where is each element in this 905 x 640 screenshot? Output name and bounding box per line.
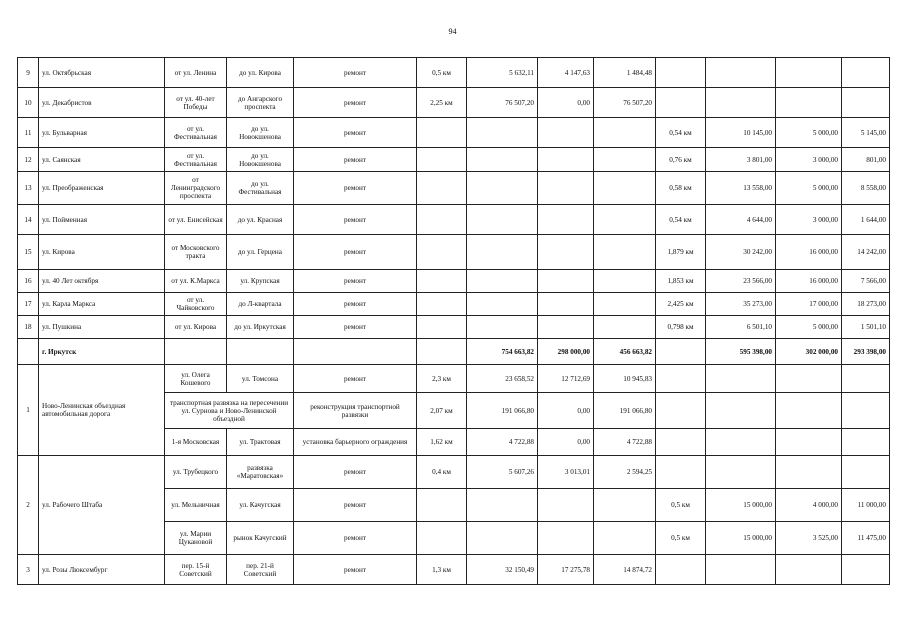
funds-a-period-2 [776, 555, 842, 585]
funds-a-period-1 [538, 293, 594, 316]
total-period-1: 5 607,26 [467, 456, 538, 489]
funds-a-period-2: 5 000,00 [776, 118, 842, 148]
work-type: ремонт [294, 456, 417, 489]
empty-cell [227, 339, 294, 365]
funds-a-period-1: 4 147,63 [538, 58, 594, 88]
table-row [18, 270, 890, 293]
funds-b-period-2: 5 145,00 [842, 118, 890, 148]
segment-to: до ул. Новокшенова [227, 148, 294, 172]
funds-a-period-1 [538, 316, 594, 339]
segment-from: от ул. Ленина [165, 58, 227, 88]
empty-cell [776, 429, 842, 456]
segment-to: до ул. Новокшенова [227, 118, 294, 148]
funds-b-period-2: 7 566,00 [842, 270, 890, 293]
funds-b-period-2: 1 501,10 [842, 316, 890, 339]
segment-to: до ул. Кирова [227, 58, 294, 88]
segment-to: развязка «Маратовская» [227, 456, 294, 489]
segment-to: ул. Томсона [227, 365, 294, 393]
length-period-2: 2,425 км [656, 293, 706, 316]
length-period-1 [417, 293, 467, 316]
table-row [18, 88, 890, 118]
row-number [18, 339, 39, 365]
total-period-2: 595 398,00 [706, 339, 776, 365]
empty-cell [165, 339, 227, 365]
total-period-1 [467, 293, 538, 316]
street-name: ул. Карла Маркса [39, 293, 165, 316]
work-type: ремонт [294, 365, 417, 393]
segment-to: до Ангарского проспекта [227, 88, 294, 118]
work-type: реконструкция транспортной развязки [294, 393, 417, 429]
table-row [18, 205, 890, 235]
funds-b-period-2: 18 273,00 [842, 293, 890, 316]
total-period-1 [467, 235, 538, 270]
total-period-1 [467, 489, 538, 522]
funds-b-period-1: 456 663,82 [594, 339, 656, 365]
total-period-2: 10 145,00 [706, 118, 776, 148]
work-type: ремонт [294, 148, 417, 172]
length-period-2: 0,5 км [656, 522, 706, 555]
funds-a-period-1 [538, 172, 594, 205]
funds-b-period-2 [842, 555, 890, 585]
segment-from: от ул. Чайковского [165, 293, 227, 316]
funds-b-period-1 [594, 293, 656, 316]
funds-a-period-1 [538, 522, 594, 555]
funds-b-period-1 [594, 270, 656, 293]
segment-to: ул. Качугская [227, 489, 294, 522]
funds-a-period-1 [538, 205, 594, 235]
funds-b-period-1: 191 066,80 [594, 393, 656, 429]
length-period-1 [417, 205, 467, 235]
table-row [18, 365, 890, 393]
empty-cell [706, 429, 776, 456]
funds-a-period-2: 16 000,00 [776, 235, 842, 270]
funds-b-period-1: 76 507,20 [594, 88, 656, 118]
total-period-1: 5 632,11 [467, 58, 538, 88]
segment-from: от ул. Фестивальная [165, 118, 227, 148]
segment-to: до ул. Фестивальная [227, 172, 294, 205]
funds-b-period-2 [842, 58, 890, 88]
total-period-2 [706, 456, 776, 489]
funds-b-period-1 [594, 522, 656, 555]
row-number: 15 [18, 235, 39, 270]
length-period-2 [656, 555, 706, 585]
empty-cell [656, 393, 706, 429]
length-period-1: 2,25 км [417, 88, 467, 118]
funds-a-period-2 [776, 88, 842, 118]
length-period-2 [656, 88, 706, 118]
funds-a-period-2: 16 000,00 [776, 270, 842, 293]
street-name: ул. Розы Люксембург [39, 555, 165, 585]
work-type: установка барьерного ограждения [294, 429, 417, 456]
funds-a-period-1 [538, 489, 594, 522]
funds-a-period-2: 3 000,00 [776, 205, 842, 235]
segment-to: до Л-квартала [227, 293, 294, 316]
funds-b-period-1 [594, 148, 656, 172]
segment-from: от ул. К.Маркса [165, 270, 227, 293]
total-period-2: 15 000,00 [706, 522, 776, 555]
work-type: ремонт [294, 555, 417, 585]
segment-from: ул. Марии Цукановой [165, 522, 227, 555]
length-period-1 [417, 118, 467, 148]
funds-a-period-1 [538, 148, 594, 172]
street-name: ул. Бульварная [39, 118, 165, 148]
length-period-2 [656, 456, 706, 489]
segment-from: от ул. Кирова [165, 316, 227, 339]
segment-to: до ул. Красная [227, 205, 294, 235]
work-type: ремонт [294, 522, 417, 555]
funds-b-period-2: 11 475,00 [842, 522, 890, 555]
street-name: ул. Пушкина [39, 316, 165, 339]
empty-cell [842, 393, 890, 429]
total-period-1: 4 722,88 [467, 429, 538, 456]
segment-from: от ул. Фестивальная [165, 148, 227, 172]
row-number: 11 [18, 118, 39, 148]
total-period-2 [706, 88, 776, 118]
work-type: ремонт [294, 489, 417, 522]
funds-b-period-1: 1 484,48 [594, 58, 656, 88]
empty-cell [776, 393, 842, 429]
length-period-2: 0,5 км [656, 489, 706, 522]
funds-b-period-1 [594, 316, 656, 339]
work-type: ремонт [294, 293, 417, 316]
empty-cell [656, 339, 706, 365]
segment-from: от Московского тракта [165, 235, 227, 270]
length-period-2: 0,58 км [656, 172, 706, 205]
length-period-1 [417, 489, 467, 522]
funds-a-period-1: 0,00 [538, 393, 594, 429]
segment-description: транспортная развязка на пересечении ул. Сурнова и Ново-Ленинской объездной [165, 393, 294, 429]
total-period-1: 76 507,20 [467, 88, 538, 118]
segment-from: ул. Мельничная [165, 489, 227, 522]
length-period-1 [417, 148, 467, 172]
segment-from: пер. 15-й Советский [165, 555, 227, 585]
empty-cell [294, 339, 417, 365]
funds-a-period-1: 298 000,00 [538, 339, 594, 365]
total-period-1 [467, 205, 538, 235]
funds-b-period-2: 293 398,00 [842, 339, 890, 365]
funds-a-period-1: 3 013,01 [538, 456, 594, 489]
total-period-1 [467, 522, 538, 555]
funds-a-period-1: 0,00 [538, 429, 594, 456]
total-period-2: 3 801,00 [706, 148, 776, 172]
funds-a-period-2: 4 000,00 [776, 489, 842, 522]
table-row [18, 148, 890, 172]
segment-to: ул. Трактовая [227, 429, 294, 456]
work-type: ремонт [294, 88, 417, 118]
funds-a-period-1 [538, 118, 594, 148]
row-number: 9 [18, 58, 39, 88]
work-type: ремонт [294, 118, 417, 148]
segment-to: до ул. Герцена [227, 235, 294, 270]
length-period-1 [417, 235, 467, 270]
funds-a-period-1 [538, 270, 594, 293]
row-number: 12 [18, 148, 39, 172]
funds-a-period-2: 5 000,00 [776, 172, 842, 205]
row-number: 1 [18, 365, 39, 456]
funds-b-period-2 [842, 88, 890, 118]
road-repair-table [17, 57, 890, 585]
empty-cell [656, 365, 706, 393]
funds-b-period-1: 2 594,25 [594, 456, 656, 489]
total-period-2: 6 501,10 [706, 316, 776, 339]
total-period-2 [706, 58, 776, 88]
table-row [18, 293, 890, 316]
segment-to: ул. Крупская [227, 270, 294, 293]
total-period-1: 754 663,82 [467, 339, 538, 365]
funds-b-period-1 [594, 172, 656, 205]
total-period-1: 191 066,80 [467, 393, 538, 429]
length-period-1 [417, 270, 467, 293]
funds-b-period-2: 1 644,00 [842, 205, 890, 235]
length-period-1: 1,3 км [417, 555, 467, 585]
row-number: 2 [18, 456, 39, 555]
empty-cell [706, 393, 776, 429]
length-period-2: 0,54 км [656, 205, 706, 235]
street-name: ул. Кирова [39, 235, 165, 270]
length-period-1: 0,5 км [417, 58, 467, 88]
length-period-2 [656, 58, 706, 88]
street-name: ул. 40 Лет октября [39, 270, 165, 293]
funds-b-period-1 [594, 118, 656, 148]
work-type: ремонт [294, 316, 417, 339]
funds-b-period-1 [594, 235, 656, 270]
row-number: 13 [18, 172, 39, 205]
road-name: Ново-Ленинская объездная автомобильная дорога [39, 365, 165, 456]
total-period-2: 35 273,00 [706, 293, 776, 316]
funds-a-period-1: 0,00 [538, 88, 594, 118]
total-period-1 [467, 118, 538, 148]
work-type: ремонт [294, 235, 417, 270]
funds-a-period-1: 12 712,69 [538, 365, 594, 393]
table-row [18, 172, 890, 205]
funds-b-period-2: 8 558,00 [842, 172, 890, 205]
table-row [18, 58, 890, 88]
total-period-1 [467, 316, 538, 339]
row-number: 16 [18, 270, 39, 293]
funds-a-period-1: 17 275,78 [538, 555, 594, 585]
total-period-1 [467, 172, 538, 205]
length-period-1 [417, 316, 467, 339]
funds-b-period-1: 4 722,88 [594, 429, 656, 456]
funds-a-period-2 [776, 58, 842, 88]
empty-cell [417, 339, 467, 365]
funds-b-period-2: 11 000,00 [842, 489, 890, 522]
funds-b-period-1: 14 874,72 [594, 555, 656, 585]
street-name: ул. Преображенская [39, 172, 165, 205]
table-row [18, 235, 890, 270]
table-row [18, 555, 890, 585]
length-period-1: 0,4 км [417, 456, 467, 489]
page-number: 94 [448, 27, 457, 36]
segment-to: пер. 21-й Советский [227, 555, 294, 585]
length-period-1: 1,62 км [417, 429, 467, 456]
funds-a-period-2 [776, 456, 842, 489]
row-number: 14 [18, 205, 39, 235]
table-row [18, 456, 890, 489]
work-type: ремонт [294, 270, 417, 293]
street-name: ул. Рабочего Штаба [39, 456, 165, 555]
street-name: ул. Декабристов [39, 88, 165, 118]
funds-a-period-2: 3 525,00 [776, 522, 842, 555]
total-period-2: 4 644,00 [706, 205, 776, 235]
street-name: ул. Пойменная [39, 205, 165, 235]
work-type: ремонт [294, 205, 417, 235]
total-period-1 [467, 270, 538, 293]
funds-b-period-1: 10 945,83 [594, 365, 656, 393]
length-period-2: 1,879 км [656, 235, 706, 270]
total-period-1: 32 150,49 [467, 555, 538, 585]
segment-to: рынок Качугский [227, 522, 294, 555]
segment-from: от ул. Енисейская [165, 205, 227, 235]
empty-cell [842, 365, 890, 393]
work-type: ремонт [294, 58, 417, 88]
funds-a-period-2: 3 000,00 [776, 148, 842, 172]
table-row [18, 118, 890, 148]
row-number: 18 [18, 316, 39, 339]
funds-b-period-1 [594, 489, 656, 522]
street-name: ул. Саянская [39, 148, 165, 172]
segment-from: 1-я Московская [165, 429, 227, 456]
funds-b-period-1 [594, 205, 656, 235]
total-period-2: 23 566,00 [706, 270, 776, 293]
table-row [18, 316, 890, 339]
row-number: 10 [18, 88, 39, 118]
funds-a-period-1 [538, 235, 594, 270]
segment-from: от ул. 40-лет Победы [165, 88, 227, 118]
city-name: г. Иркутск [39, 339, 165, 365]
total-period-1: 23 658,52 [467, 365, 538, 393]
segment-from: ул. Трубецкого [165, 456, 227, 489]
funds-a-period-2: 5 000,00 [776, 316, 842, 339]
funds-a-period-2: 17 000,00 [776, 293, 842, 316]
work-type: ремонт [294, 172, 417, 205]
segment-to: до ул. Иркутская [227, 316, 294, 339]
empty-cell [656, 429, 706, 456]
street-name: ул. Октябрьская [39, 58, 165, 88]
length-period-1 [417, 522, 467, 555]
empty-cell [842, 429, 890, 456]
funds-b-period-2: 801,00 [842, 148, 890, 172]
length-period-1: 2,3 км [417, 365, 467, 393]
row-number: 17 [18, 293, 39, 316]
empty-cell [776, 365, 842, 393]
total-period-2: 30 242,00 [706, 235, 776, 270]
length-period-2: 0,76 км [656, 148, 706, 172]
segment-from: от Ленинградского проспекта [165, 172, 227, 205]
segment-from: ул. Олега Кошевого [165, 365, 227, 393]
funds-b-period-2 [842, 456, 890, 489]
length-period-2: 1,853 км [656, 270, 706, 293]
funds-a-period-2: 302 000,00 [776, 339, 842, 365]
total-period-2: 15 000,00 [706, 489, 776, 522]
row-number: 3 [18, 555, 39, 585]
funds-b-period-2: 14 242,00 [842, 235, 890, 270]
total-period-2: 13 558,00 [706, 172, 776, 205]
total-period-2 [706, 555, 776, 585]
length-period-2: 0,798 км [656, 316, 706, 339]
length-period-1 [417, 172, 467, 205]
total-period-1 [467, 148, 538, 172]
city-total-row [18, 339, 890, 365]
length-period-1: 2,07 км [417, 393, 467, 429]
empty-cell [706, 365, 776, 393]
length-period-2: 0,54 км [656, 118, 706, 148]
